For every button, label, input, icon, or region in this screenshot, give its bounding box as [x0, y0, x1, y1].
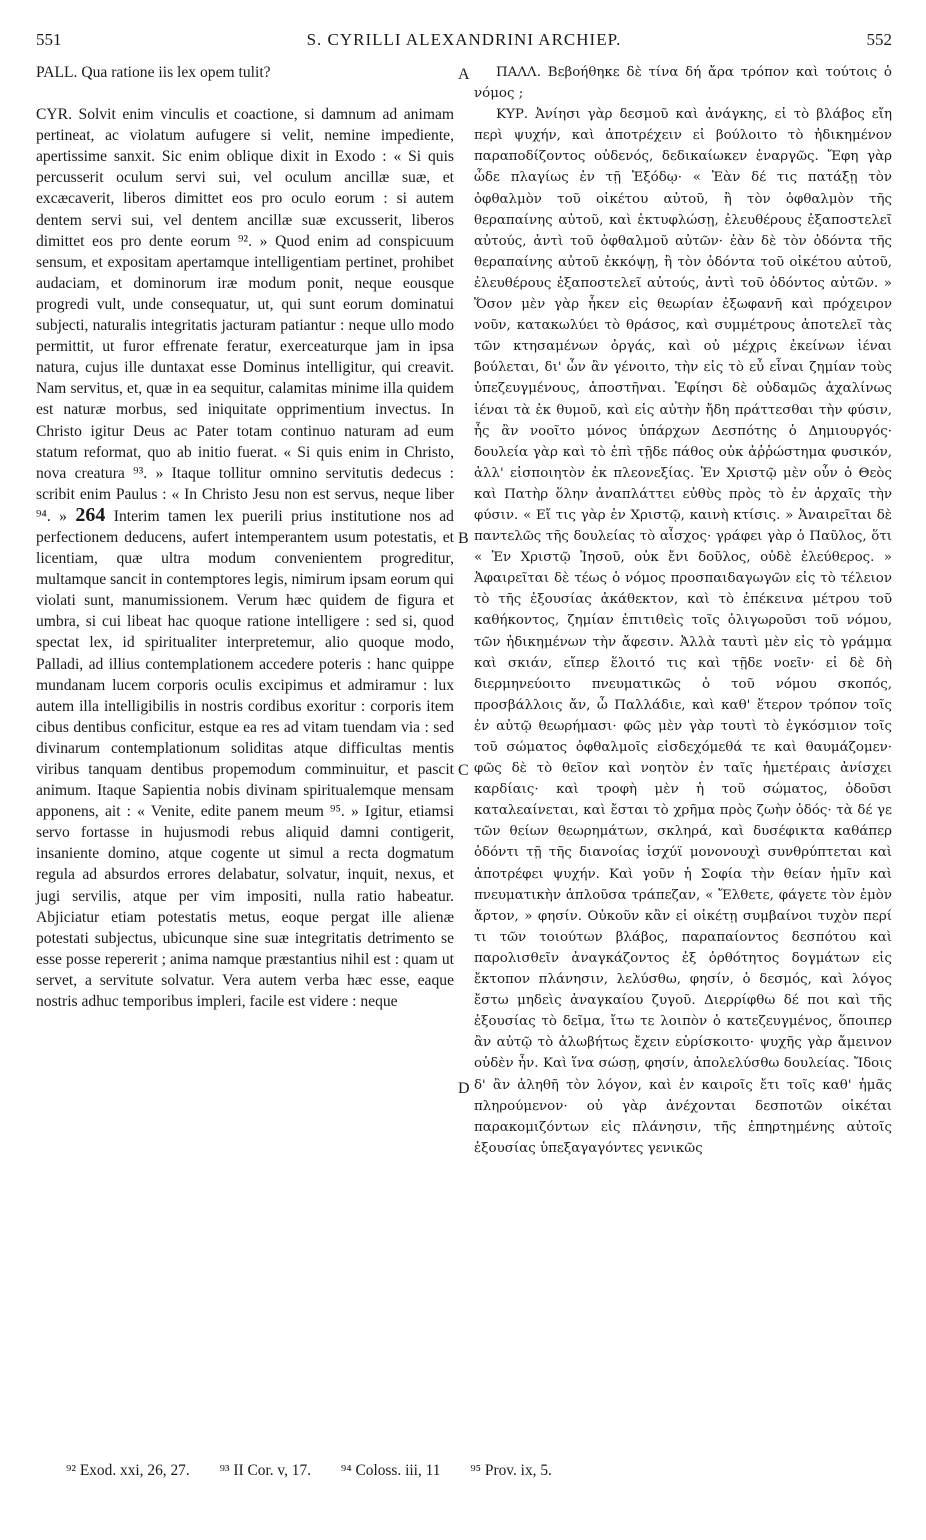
- page-number-left: 551: [36, 30, 62, 49]
- page-header: [36, 30, 892, 56]
- latin-answer-part1: CYR. Solvit enim vinculis et coactione, si damnum ad animam pertineat, ac violatum aufugere si velit, nemine impediente, apertissime sanxit. Sic enim oblique dixit in Exodo : « Si quis percusserit oculum servi sui, vel oculum ancillæ suæ, et excæcaverit, liberos dimittet eos pro oculo eorum : si autem dentem servi sui, vel dentem ancillæ suæ excusserit, liberos dimittet eos pro dente eorum ⁹². » Quod enim ad conspicuum sensum, et expositam apertamque intelligentiam pertinet, prohibet audaciam, et dominorum iræ modum ponit, neque eousque progredi vult, unde consequatur, ut, qui sunt eorum dominatui subjecti, naturalis integritatis jacturam patiantur : neque ullo modo permittit, ut furor effrenate feratur, exerceaturque jam in ipsa natura, cujus ille duntaxat esse Dominus intelligitur, qui creavit. Nam servitus, et, quæ in ea sequitur, calamitas minime illa quidem est naturæ morbus, sed iniquitate opprimentium invectus. In Christo igitur Deus ac Pater totam continuo naturam ad eum statum reformat, quo ab initio fuerat. « Si quis enim in Christo, nova creatura ⁹³. » Itaque tollitur omnino servitutis dedecus : scribit enim Paulus : « In Christo Jesu non est servus, neque liber ⁹⁴. »: [36, 106, 454, 525]
- footnote-92: ⁹² Exod. xxi, 26, 27.: [66, 1462, 190, 1479]
- page-number-right: 552: [866, 30, 892, 49]
- footnote-94: ⁹⁴ Coloss. iii, 11: [340, 1462, 441, 1479]
- latin-answer: [36, 104, 454, 1012]
- latin-question: PALL. Qua ratione iis lex opem tulit?: [36, 64, 271, 81]
- footnote-95: ⁹⁵ Prov. ix, 5.: [470, 1462, 552, 1479]
- margin-marker-a: A: [458, 66, 470, 83]
- latin-column: [36, 62, 454, 1012]
- greek-column: [474, 62, 892, 1159]
- margin-marker-c: C: [458, 762, 469, 779]
- greek-question: ΠΑΛΛ. Βεβοήθηκε δὲ τίνα δή ἄρα τρόπον καὶ τούτοις ὁ νόμος ;: [474, 65, 892, 102]
- running-title: S. CYRILLI ALEXANDRINI ARCHIEP.: [306, 30, 622, 49]
- margin-marker-d: D: [458, 1080, 470, 1097]
- margin-marker-b: B: [458, 530, 469, 547]
- latin-answer-part2: Interim tamen lex puerili prius institutione nos ad perfectionem deducens, aufert intemperantem usum potestatis, et licentiam, quæ ultra modum convenientem progreditur, multamque sancit in contemptores legis, nimirum ipsam eorum qui violati sunt, manumissionem. Verum hæc quidem de figura et umbra, si cui libeat hac quoque ratione intelligere : sed si, quod spectat lex, id spiritualiter interpretemur, alio quoque modo, Palladi, ad illius contemplationem accedere poteris : hanc quippe mundanam lucem corporis oculis excipimus et admiramur : lux autem illa intelligibilis in nostris cordibus exoritur : corporis item cibus dentibus conficitur, estque ea res ad vitam tuendam via : sed divinarum contemplationum soliditas atque difficultas mentis viribus tanquam dentibus propemodum comminuitur, et pascit animum. Itaque Sapientia nobis divinam spiritualemque mensam apponens, ait : « Venite, edite panem meum ⁹⁵. » Igitur, etiamsi servo fortasse in hujusmodi rebus aliquid damni contigerit, insaniente domino, atque cogente ut simul a recta dogmatum regula ad absurdos errores delabatur, solvatur, inquit, nexus, et jugi servilis, atque per vim impositi, nulla ratio habeatur. Abjiciatur etiam potestatis metus, eoque pergat ille alienæ potestati subjectus, ubicunque sine suæ integritatis detrimento se esse posse repererit ; anima namque præstantius nihil est : quam ut servet, a servitute solvatur. Vera autem verba hæc esse, eaque nostris adhuc temporibus impleri, facile est videre : neque: [36, 507, 454, 1011]
- footnotes: [66, 1462, 896, 1480]
- page-marker-number: 264: [75, 503, 106, 526]
- greek-answer: ΚΥΡ. Ἀνίησι γὰρ δεσμοῦ καὶ ἀνάγκης, εἰ τὸ βλάβος εἴη περὶ ψυχήν, καὶ ἀποτρέχειν εἰ βούλοιτο τὸ ἠδικημένον παραποδίζοντος οὐδενός, δεδικαίωκεν ἐναργῶς. Ἔφη γὰρ ὧδε πλαγίως ἐν τῇ Ἐξόδῳ· « Ἐὰν δέ τις πατάξῃ τὸν ὀφθαλμὸν τοῦ οἰκέτου αὐτοῦ, ἢ τὸν ὀφθαλμὸν τῆς θεραπαίνης αὐτοῦ, καὶ ἐκτυφλώσῃ, ἐλευθέρους ἐξαποστελεῖ αὐτούς, ἀντὶ τοῦ ὀφθαλμοῦ αὐτῶν· ἐὰν δὲ τὸν ὀδόντα τῆς θεραπαίνης αὐτοῦ ἐκκόψῃ, ἢ τὸν ὀδόντα τοῦ οἰκέτου αὐτοῦ, ἐλευθέρους ἐξαποστελεῖ αὐτούς, ἀντὶ τοῦ ὀδόντος αὐτῶν. » Ὅσον μὲν γὰρ ἧκεν εἰς θεωρίαν ἐξωφανῆ καὶ πρόχειρον νοῦν, κατακωλύει τὸ θράσος, καὶ συμμέτρους ἀποτελεῖ τὰς τῶν κτησαμένων ὀργάς, καὶ οὐ μέχρις ἐκείνων ἰέναι βούλεται, δι' ὧν ἂν γένοιτο, τὴν εἰς τὸ εὖ εἶναι ζημίαν τοὺς ὑπεζευγμένους, ἀποστῆναι. Ἐφίησι δὲ οὐδαμῶς ἀχαλίνως ἰέναι τὰ ἐκ θυμοῦ, καὶ εἰς αὐτὴν ἤδη πράττεσθαι τὴν φύσιν, ἧς ἂν νοοῖτο μόνος ὑπάρχων Δεσπότης ὁ Δημιουργός· δουλεία γὰρ καὶ τὸ ἐπὶ τῇδε πάθος οὐκ ἀῤῥώστημα φυσικόν, ἀλλ' εἰσποιητὸν ἐκ πλεονεξίας. Ἐν Χριστῷ μὲν οὖν ὁ Θεὸς καὶ Πατὴρ ὅλην ἀναπλάττει εὐθὺς πρὸς τὸ ἐν ἀρχαῖς τὴν φύσιν. « Εἴ τις γὰρ ἐν Χριστῷ, καινὴ κτίσις. » Ἀναιρεῖται δὲ παντελῶς τῆς δουλείας τὸ αἶσχος· γράφει γὰρ ὁ Παῦλος, ὅτι « Ἐν Χριστῷ Ἰησοῦ, οὐκ ἔνι δοῦλος, οὐδὲ ἐλεύθερος. » Ἀφαιρεῖται δὲ τέως ὁ νόμος προσπαιδαγωγῶν εἰς τὸ τέλειον τὸ τῆς ἐξουσίας ἀκάθεκτον, καὶ τὸ ἐπέκεινα μέτρου τοῦ καθήκοντος, ζημίαν ἐπιτιθεὶς τοῖς ὀλιγωροῦσι τοῦ νόμου, τῶν ἠδικημένων τὴν ἄφεσιν. Ἀλλὰ ταυτὶ μὲν εἰς τὸ γράμμα καὶ σκιάν, εἴπερ ἕλοιτό τις καὶ τῇδε νοεῖν· εἰ δὲ δὴ διερμηνεύοιτο πνευματικῶς ὁ τοῦ νόμου σκοπός, προσβάλλοις ἄν, ὦ Παλλάδιε, καὶ καθ' ἕτερον τρόπον τοῖς ἐν αὐτῷ θεωρήμασι· φῶς μὲν γὰρ τουτὶ τὸ ἐγκόσμιον τοῖς τοῦ σώματος ὀφθαλμοῖς εἰσδεχόμεθά τε καὶ θαυμάζομεν· φῶς δὲ τὸ θεῖον καὶ νοητὸν ἐν ταῖς ἡμετέραις ἀνίσχει καρδίαις· καὶ τροφὴ μὲν ἡ τοῦ σώματος, ὀδοῦσι καταλεαίνεται, καὶ ἔσται τὸ χρῆμα πρὸς ζωὴν ὁδός· τὰ δέ γε τῶν θείων θεωρημάτων, σκληρά, καὶ δυσέφικτα καθάπερ ὀδόντι τῇ τῆς διανοίας ἰσχύϊ μονονουχὶ συνθρύπτεται καὶ ἀποτρέφει ψυχήν. Καὶ γοῦν ἡ Σοφία τὴν θείαν ἡμῖν καὶ πνευματικὴν ἁπλοῦσα τράπεζαν, « Ἔλθετε, φάγετε τὸν ἐμὸν ἄρτον, » φησίν. Οὐκοῦν κἂν εἰ οἰκέτῃ συμβαίνοι τυχὸν περί τι τῶν τοιούτων βλάβος, παραπαίοντος δεσπότου καὶ παρολισθεῖν ἀναγκάζοντος ἐξ ὀρθότητος δογμάτων εἰς ἔκτοπον πλάνησιν, λελύσθω, φησίν, ὁ δεσμός, καὶ λόγος ἔστω μηδεὶς ἀναγκαίου ζυγοῦ. Διερρίφθω δέ ποι καὶ τῆς ἐξουσίας τὸ δεῖμα, ἴτω τε λοιπὸν ὁ κατεζευγμένος, ὅποιπερ ἂν αὐτῷ τὸ ἀλωβήτως ἔχειν εὑρίσκοιτο· ψυχῆς γὰρ ἄμεινον οὐδὲν ἦν. Καὶ ἵνα σώσῃ, φησίν, ἀπολελύσθω δουλείας. Ἴδοις δ' ἂν ἀληθῆ τὸν λόγον, καὶ ἐν καιροῖς ἔτι τοῖς καθ' ἡμᾶς πληρούμενον· οὐ γὰρ ἀνέχονται δεσποτῶν οἰκέται παρακομιζόντων εἰς πλάνησιν, τῆς ἐπηρτημένης αὐτοῖς ἐξουσίας ὑπεξαγαγόντες γενικῶς: [474, 107, 892, 1156]
- footnote-93: ⁹³ II Cor. v, 17.: [219, 1462, 312, 1479]
